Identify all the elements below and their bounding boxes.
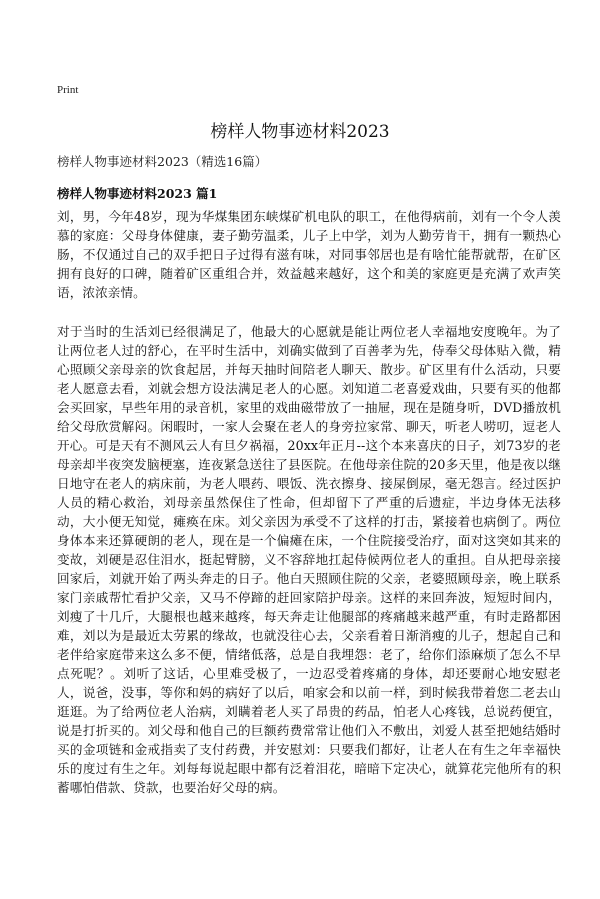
- document-subtitle: 榜样人物事迹材料2023（精选16篇）: [57, 154, 268, 169]
- article-body: [57, 207, 561, 797]
- section-heading: 榜样人物事迹材料2023 篇1: [57, 186, 218, 201]
- print-link[interactable]: Print: [57, 84, 79, 96]
- paragraph-1: 刘，男，今年48岁，现为华煤集团东峡煤矿机电队的职工，在他得病前，刘有一个令人羡慕的家庭：父母身体健康，妻子勤劳温柔，儿子上中学，刘为人勤劳肯干，拥有一颗热心肠，不仅通过自己的双手把日子过得有滋有味，对同事邻居也是有啥忙能帮就帮，在矿区拥有良好的口碑，随着矿区重组合并，效益越来越好，这个和美的家庭更是充满了欢声笑语，浓浓亲情。: [57, 209, 561, 300]
- document-title: 榜样人物事迹材料2023: [210, 122, 390, 142]
- paragraph-2: 对于当时的生活刘已经很满足了，他最大的心愿就是能让两位老人幸福地安度晚年。为了让两位老人过的舒心，在平时生活中，刘确实做到了百善孝为先，侍奉父母体贴入微，精心照顾父亲母亲的饮食起居，并每天抽时间陪老人聊天、散步。矿区里有什么活动，只要老人愿意去看，刘就会想方设法满足老人的心愿。刘知道二老喜爱戏曲，只要有买的他都会买回家，早些年用的录音机，家里的戏曲磁带放了一抽屉，现在是随身听，DVD播放机给父母欣赏解闷。闲暇时，一家人会聚在老人的身旁拉家常、聊天，听老人唠叨，逗老人开心。可是天有不测风云人有旦夕祸福，20xx年正月--这个本来喜庆的日子，刘73岁的老母亲却半夜突发脑梗塞，连夜紧急送往了县医院。在他母亲住院的20多天里，他是夜以继日地守在老人的病床前，为老人喂药、喂饭、洗衣擦身、接屎倒尿，毫无怨言。经过医护人员的精心救治，刘母亲虽然保住了性命，但却留下了严重的后遗症，半边身体无法移动，大小便无知觉，瘫痪在床。刘父亲因为承受不了这样的打击，紧接着也病倒了。两位身体本来还算硬朗的老人，现在是一个偏瘫在床，一个住院接受治疗，面对这突如其来的变故，刘硬是忍住泪水，挺起臂膀，义不容辞地扛起侍候两位老人的重担。自从把母亲接回家后，刘就开始了两头奔走的日子。他白天照顾住院的父亲，老婆照顾母亲，晚上联系家门亲戚帮忙看护父亲，又马不停蹄的赶回家陪护母亲。这样的来回奔波，短短时间内，刘瘦了十几斤，大腿根也越来越疼，每天奔走让他腿部的疼痛越来越严重，有时走路都困难，刘以为是最近太劳累的缘故，也就没往心去，父亲看着日渐消瘦的儿子，想起自己和老伴给家庭带来这么多不便，情绪低落，总是自我埋怨：老了，给你们添麻烦了怎么不早点死呢？。刘听了这话，心里难受极了，一边忍受着疼痛的身体，却还要耐心地安慰老人，说爸，没事，等你和妈的病好了以后，咱家会和以前一样，到时候我带着您二老去山逛逛。为了给两位老人治病，刘瞒着老人买了昂贵的药品，怕老人心疼钱，总说药便宜，说是打折买的。刘父母和他自己的巨额药费常常让他们入不敷出，刘爱人甚至把她结婚时买的金项链和金戒指卖了支付药费，并安慰刘：只要我们都好，让老人在有生之年幸福快乐的度过有生之年。刘每每说起眼中都有泛着泪花，暗暗下定决心，就算花完他所有的积蓄哪怕借款、贷款，也要治好父母的病。: [57, 324, 561, 795]
